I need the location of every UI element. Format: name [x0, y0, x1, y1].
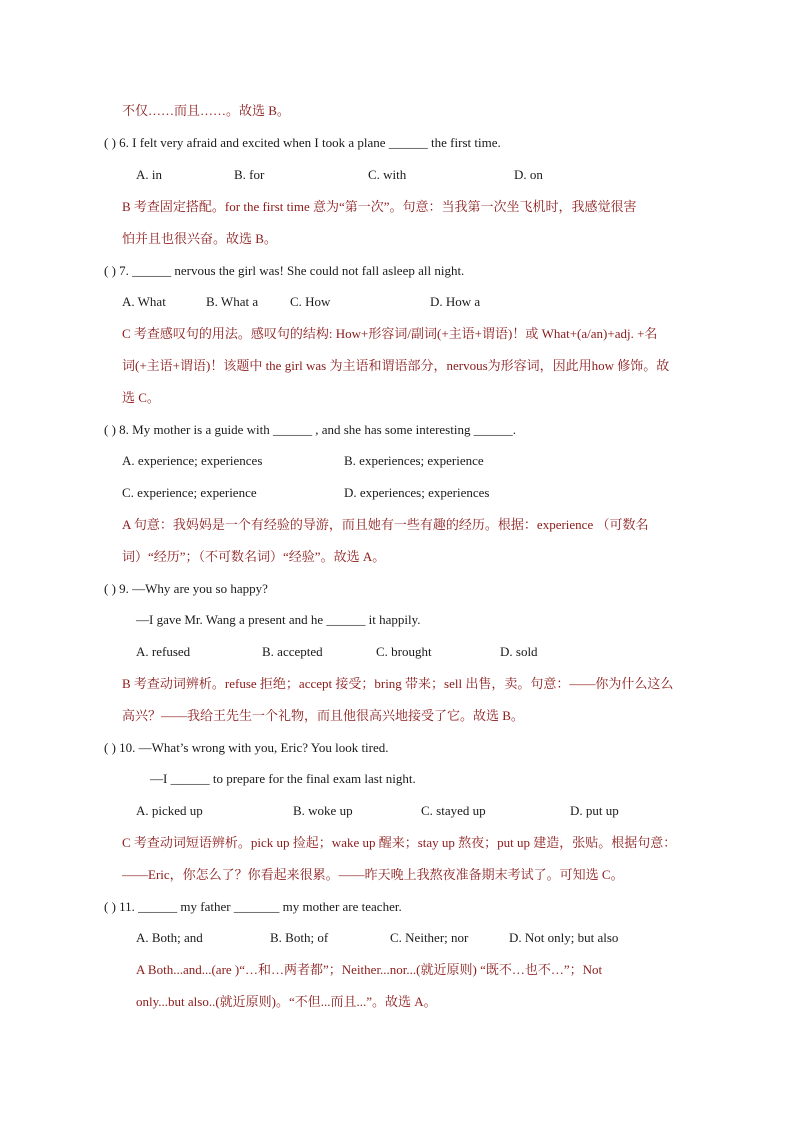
q8-explanation-line2: 词）“经历”；（不可数名词）“经验”。故选 A。 [122, 549, 386, 564]
q11-option-a: A. Both; and [136, 930, 203, 945]
q9-explanation-line2: 高兴？——我给王先生一个礼物，而且他很高兴地接受了它。故选 B。 [122, 708, 524, 723]
q8-option-d: D. experiences; experiences [344, 485, 490, 500]
q7-explanation-line3: 选 C。 [122, 390, 160, 405]
q8-explanation-line1: A 句意：我妈妈是一个有经验的导游，而且她有一些有趣的经历。根据：experience （可数名 [122, 517, 649, 532]
q7-option-b: B. What a [206, 294, 259, 309]
q10-explanation-line1: C 考查动词短语辨析。pick up 捡起；wake up 醒来；stay up 熬夜；put up 建造，张贴。根据句意： [122, 835, 677, 850]
q6-option-b: B. for [234, 167, 265, 182]
q11-option-d: D. Not only; but also [509, 930, 619, 945]
q10-option-c: C. stayed up [421, 803, 486, 818]
q10-stem-reply: —I ______ to prepare for the final exam last night. [150, 771, 416, 786]
q11-explanation-line1: A Both...and...(are )“…和…两者都”；Neither...nor...(就近原则) “既不…也不…”；Not [136, 962, 603, 977]
q9-stem: ( ) 9. —Why are you so happy? [104, 581, 268, 596]
q8-option-a: A. experience; experiences [122, 453, 263, 468]
q10-option-a: A. picked up [136, 803, 203, 818]
q9-option-b: B. accepted [262, 644, 323, 659]
q10-option-b: B. woke up [293, 803, 353, 818]
q9-explanation-line1: B 考查动词辨析。refuse 拒绝；accept 接受；bring 带来；sell 出售，卖。句意：——你为什么这么 [122, 676, 674, 691]
q9-option-a: A. refused [136, 644, 191, 659]
q10-stem: ( ) 10. —What’s wrong with you, Eric? You look tired. [104, 740, 389, 755]
q7-option-d: D. How a [430, 294, 481, 309]
q8-option-c: C. experience; experience [122, 485, 257, 500]
q6-option-c: C. with [368, 167, 407, 182]
q9-option-d: D. sold [500, 644, 538, 659]
q6-stem: ( ) 6. I felt very afraid and excited when I took a plane ______ the first time. [104, 135, 501, 150]
q6-option-d: D. on [514, 167, 543, 182]
q11-stem: ( ) 11. ______ my father _______ my mother are teacher. [104, 899, 402, 914]
q6-option-a: A. in [136, 167, 162, 182]
q10-option-d: D. put up [570, 803, 619, 818]
q9-stem-reply: —I gave Mr. Wang a present and he ______ it happily. [136, 612, 421, 627]
q7-stem: ( ) 7. ______ nervous the girl was! She could not fall asleep all night. [104, 263, 465, 278]
q7-option-c: C. How [290, 294, 331, 309]
q7-option-a: A. What [122, 294, 166, 309]
q8-stem: ( ) 8. My mother is a guide with ______ , and she has some interesting ______. [104, 422, 516, 437]
q5-explanation-tail: 不仅……而且……。故选 B。 [122, 103, 290, 118]
q9-option-c: C. brought [376, 644, 432, 659]
q11-option-c: C. Neither; nor [390, 930, 469, 945]
q11-option-b: B. Both; of [270, 930, 329, 945]
q6-explanation-line2: 怕并且也很兴奋。故选 B。 [122, 231, 277, 246]
q8-option-b: B. experiences; experience [344, 453, 484, 468]
q10-explanation-line2: ——Eric，你怎么了？你看起来很累。——昨天晚上我熬夜准备期末考试了。可知选 C。 [122, 867, 624, 882]
q7-explanation-line1: C 考查感叹句的用法。感叹句的结构: How+形容词/副词(+主语+谓语)！或 What+(a/an)+adj. +名 [122, 326, 658, 341]
q7-explanation-line2: 词(+主语+谓语)！该题中 the girl was 为主语和谓语部分，nervous为形容词，因此用how 修饰。故 [122, 358, 670, 373]
q11-explanation-line2: only...but also..(就近原则)。“不但...而且...”。故选 A。 [136, 994, 437, 1009]
q6-explanation-line1: B 考查固定搭配。for the first time 意为“第一次”。句意：当我第一次坐飞机时，我感觉很害 [122, 199, 637, 214]
